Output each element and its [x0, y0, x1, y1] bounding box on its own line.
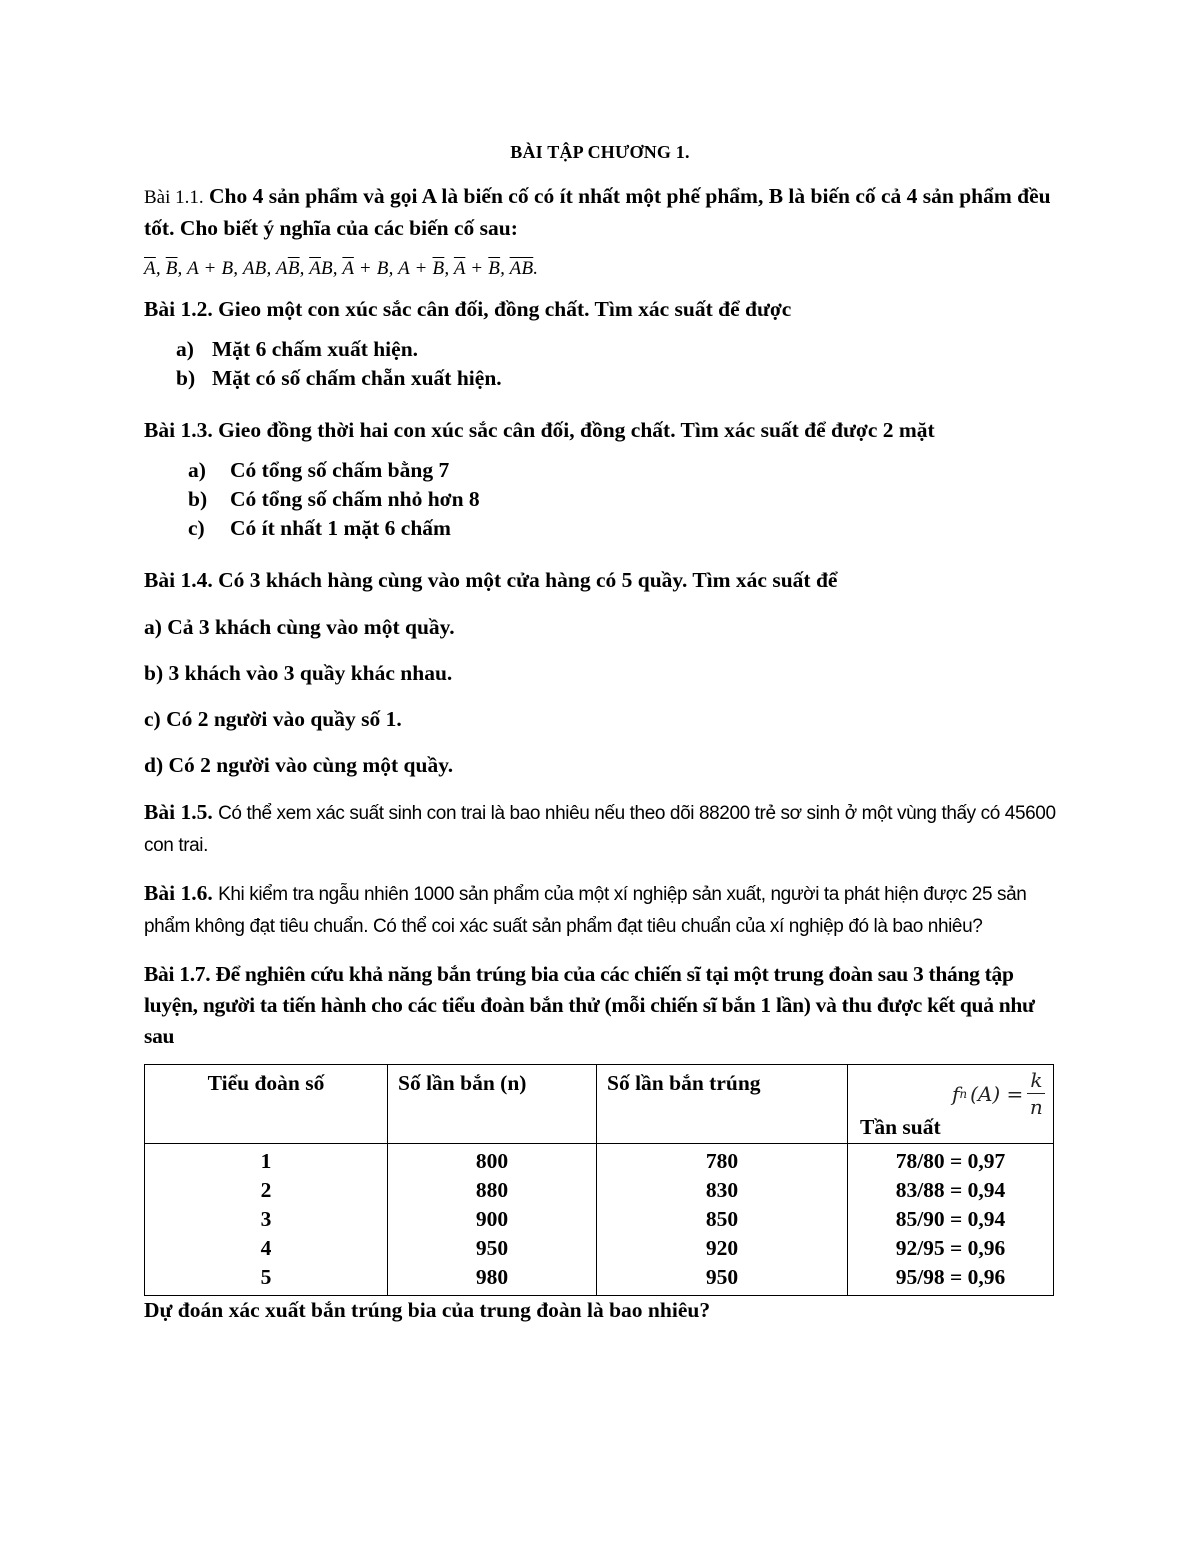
column-hits [597, 1144, 848, 1296]
table-cell: 95/98 = 0,96 [895, 1265, 1006, 1289]
header-battalion: Tiểu đoàn số [145, 1065, 388, 1144]
exercise-1-2 [144, 294, 1056, 325]
table-cell: 85/90 = 0,94 [895, 1207, 1006, 1231]
page-title: BÀI TẬP CHƯƠNG 1. [510, 142, 690, 162]
column-frequency [848, 1144, 1054, 1296]
event-formula-list: $\overline{A}$, $\overline{B}$, A + B, AB, $A\overline{B}$, $\overline{A}B$, $\overline{A} + B$, $A + \overline{B}$, $\overline{A} + \overline{B}$, $\overline{AB}$. [144, 258, 539, 279]
exercise-label: Bài 1.2. [144, 297, 213, 321]
table-cell: 780 [705, 1149, 739, 1173]
exercise-1-4-item-b: b) 3 khách vào 3 quầy khác nhau. [144, 661, 453, 685]
table-cell: 880 [475, 1178, 509, 1202]
table-cell: 950 [705, 1265, 739, 1289]
table-cell: 83/88 = 0,94 [895, 1178, 1006, 1202]
list-item: a) Có tổng số chấm bằng 7 [188, 458, 450, 482]
exercise-label: Bài 1.5. [144, 800, 213, 824]
exercise-text: Gieo đồng thời hai con xúc sắc cân đối, đồng chất. Tìm xác suất để được 2 mặt [218, 418, 935, 442]
exercise-label: Bài 1.1. [144, 187, 204, 208]
exercise-label: Bài 1.6. [144, 881, 213, 905]
exercise-1-7-question: Dự đoán xác xuất bắn trúng bia của trung đoàn là bao nhiêu? [144, 1298, 711, 1322]
table-cell: 3 [260, 1207, 272, 1231]
table-cell: 950 [475, 1236, 509, 1260]
list-item: b) Mặt có số chấm chẵn xuất hiện. [176, 366, 502, 390]
shooting-results-table [144, 1064, 1054, 1296]
table-header-row [145, 1065, 1054, 1144]
exercise-text: Gieo một con xúc sắc cân đối, đồng chất. Tìm xác suất để được [218, 297, 792, 321]
table-cell: 92/95 = 0,96 [895, 1236, 1006, 1260]
exercise-text: Có thể xem xác suất sinh con trai là bao nhiêu nếu theo dõi 88200 trẻ sơ sinh ở một vùng thấy có 45600 con trai. [144, 803, 1056, 856]
exercise-1-4 [144, 565, 1056, 596]
header-hits: Số lần bắn trúng [597, 1065, 848, 1144]
table-cell: 78/80 = 0,97 [895, 1149, 1006, 1173]
exercise-1-4-item-a: a) Cả 3 khách cùng vào một quầy. [144, 615, 455, 639]
exercise-1-4-item-c: c) Có 2 người vào quầy số 1. [144, 707, 402, 731]
list-item: b) Có tổng số chấm nhỏ hơn 8 [188, 487, 480, 511]
exercise-label: Bài 1.4. [144, 568, 213, 592]
list-item: c) Có ít nhất 1 mặt 6 chấm [188, 516, 451, 540]
exercise-label: Bài 1.3. [144, 418, 213, 442]
exercise-text: Để nghiên cứu khả năng bắn trúng bia của các chiến sĩ tại một trung đoàn sau 3 tháng tập luyện, người ta tiến hành cho các tiểu đoàn bắn thử (mỗi chiến sĩ bắn 1 lần) và thu được kết quả như sau [144, 962, 1035, 1048]
table-cell: 920 [705, 1236, 739, 1260]
table-cell: 980 [475, 1265, 509, 1289]
table-cell: 5 [260, 1265, 272, 1289]
frequency-formula: f n (A) = $\frac{k}{n}$ [952, 1067, 1045, 1120]
table-cell: 830 [705, 1178, 739, 1202]
exercise-1-6 [144, 878, 1056, 942]
list-item: a) Mặt 6 chấm xuất hiện. [176, 337, 419, 361]
table-cell: 4 [260, 1236, 272, 1260]
exercise-1-7 [144, 959, 1056, 1052]
exercise-text: Có 3 khách hàng cùng vào một cửa hàng có 5 quầy. Tìm xác suất để [218, 568, 838, 592]
exercise-text: Cho 4 sản phẩm và gọi A là biến cố có ít nhất một phế phẩm, B là biến cố cả 4 sản phẩm đều tốt. Cho biết ý nghĩa của các biến cố sau: [144, 184, 1051, 240]
exercise-1-2-items [144, 335, 1056, 393]
header-shots: Số lần bắn (n) [388, 1065, 597, 1144]
column-battalion [145, 1144, 388, 1296]
exercise-label: Bài 1.7. [144, 962, 211, 986]
table-cell: 850 [705, 1207, 739, 1231]
exercise-1-5 [144, 797, 1056, 861]
table-cell: 900 [475, 1207, 509, 1231]
header-frequency [848, 1065, 1054, 1144]
exercise-text: Khi kiểm tra ngẫu nhiên 1000 sản phẩm của một xí nghiệp sản xuất, người ta phát hiện được 25 sản phẩm không đạt tiêu chuẩn. Có thể coi xác suất sản phẩm đạt tiêu chuẩn của xí nghiệp đó là bao nhiêu? [144, 884, 1027, 937]
column-shots [388, 1144, 597, 1296]
exercise-1-3 [144, 415, 1056, 446]
table-cell: 1 [260, 1149, 272, 1173]
exercise-1-1 [144, 181, 1056, 244]
table-cell: 800 [475, 1149, 509, 1173]
frequency-label: Tần suất [860, 1115, 941, 1139]
exercise-1-3-items [144, 456, 1056, 543]
table-cell: 2 [260, 1178, 272, 1202]
exercise-1-4-item-d: d) Có 2 người vào cùng một quầy. [144, 753, 454, 777]
table-body-row [145, 1144, 1054, 1296]
